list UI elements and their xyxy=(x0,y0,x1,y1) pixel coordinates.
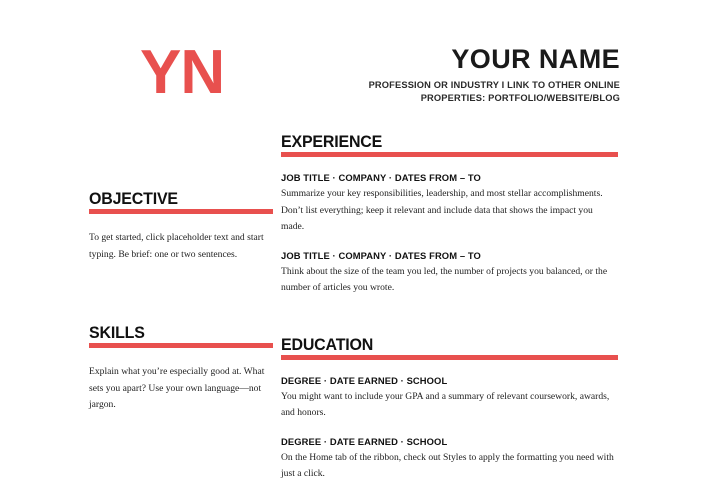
experience-entry-body[interactable]: Think about the size of the team you led, the number of projects you balanced, or the number of articles you wrote. xyxy=(281,265,608,293)
education-entry xyxy=(281,375,618,422)
section-rule-experience xyxy=(281,152,618,157)
experience-entry-title[interactable]: JOB TITLE · COMPANY · DATES FROM – TO xyxy=(281,249,481,261)
section-rule-skills xyxy=(89,343,273,348)
subtitle-line-1: PROFESSION OR INDUSTRY I LINK TO OTHER ONLINE xyxy=(368,80,620,90)
education-entry-title[interactable]: DEGREE · DATE EARNED · SCHOOL xyxy=(281,374,448,386)
education-entry-body[interactable]: You might want to include your GPA and a summary of relevant coursework, awards, and honors. xyxy=(281,390,610,418)
education-entry xyxy=(281,436,618,483)
experience-entry xyxy=(281,250,618,297)
experience-entry-body[interactable]: Summarize your key responsibilities, leadership, and most stellar accomplishments. Don’t list everything; keep it relevant and include data that shows the impact you made. xyxy=(281,188,603,232)
section-heading-skills: SKILLS xyxy=(89,323,145,342)
section-heading-experience: EXPERIENCE xyxy=(281,132,383,151)
section-rule-education xyxy=(281,355,618,360)
name-block xyxy=(200,44,620,104)
header-subtitle[interactable] xyxy=(200,79,620,104)
resume-header xyxy=(0,0,720,130)
section-rule-objective xyxy=(89,209,273,214)
section-experience xyxy=(281,133,618,297)
education-entry-body[interactable]: On the Home tab of the ribbon, check out Styles to apply the formatting you need with just a click. xyxy=(281,451,614,479)
section-education xyxy=(281,336,618,483)
skills-body[interactable]: Explain what you’re especially good at. What sets you apart? Use your own language—not jargon. xyxy=(89,366,265,410)
initials-monogram: YN xyxy=(140,38,225,107)
section-skills xyxy=(89,324,273,414)
education-entry-title[interactable]: DEGREE · DATE EARNED · SCHOOL xyxy=(281,435,448,447)
experience-entry-title[interactable]: JOB TITLE · COMPANY · DATES FROM – TO xyxy=(281,172,481,183)
subtitle-line-2: PROPERTIES: PORTFOLIO/WEBSITE/BLOG xyxy=(420,92,620,103)
left-column xyxy=(89,190,273,414)
section-heading-education: EDUCATION xyxy=(281,334,374,354)
section-objective xyxy=(89,190,273,263)
section-heading-objective: OBJECTIVE xyxy=(89,189,178,208)
experience-entry xyxy=(281,172,618,236)
full-name[interactable]: YOUR NAME xyxy=(451,44,620,74)
objective-body[interactable]: To get started, click placeholder text and start typing. Be brief: one or two sentences. xyxy=(89,232,264,260)
right-column xyxy=(281,133,618,483)
